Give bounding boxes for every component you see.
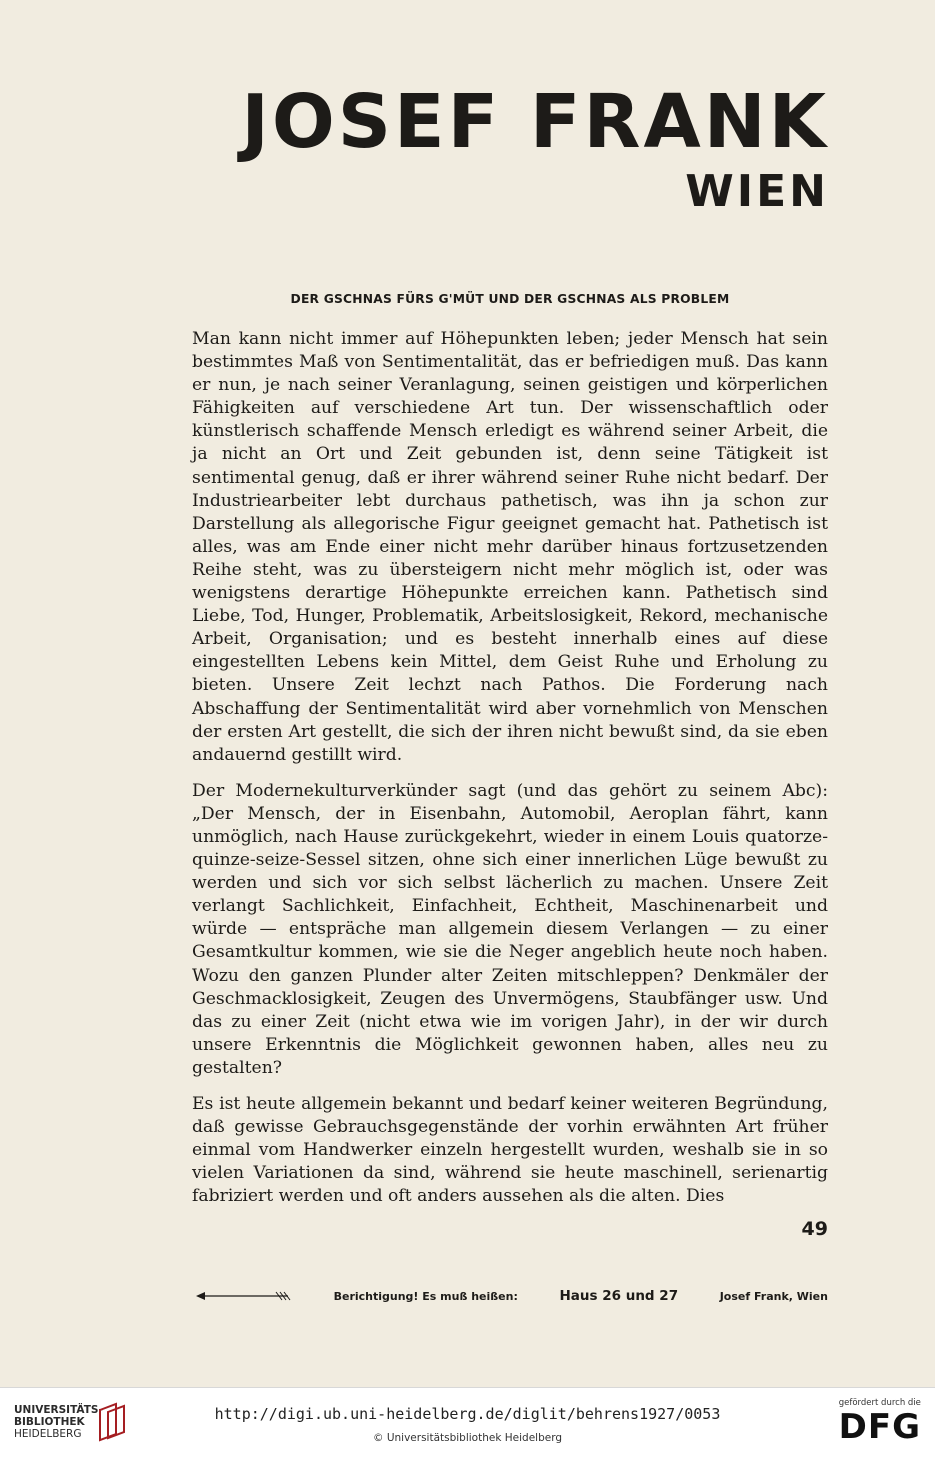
article-title: JOSEF FRANK — [241, 79, 829, 165]
author-city: WIEN — [685, 166, 829, 217]
viewer-footer — [0, 1387, 935, 1458]
library-name-line: BIBLIOTHEK — [14, 1416, 85, 1428]
paragraph: Der Modernekulturverkünder sagt (und das gehört zu seinem Abc): „Der Mensch, der in Eisenbahn, Automobil, Aeroplan fährt, kann unmöglich, nach Hause zurückgekehrt, wieder in einem Louis quatorze-quinze-seize-Sessel sitzen, ohne sich einer innerlichen Lüge bewußt zu werden und sich vor sich selbst lächerlich zu machen. Unsere Zeit verlangt Sachlichkeit, Einfachheit, Echtheit, Maschinenarbeit und würde — entspräche man allgemein diesem Verlangen — zu einer Gesamtkultur kommen, wie sie die Neger angeblich heute noch haben. Wozu den ganzen Plunder alter Zeiten mitschleppen? Denkmäler der Geschmacklosigkeit, Zeugen des Unvermögens, Staubfänger usw. Und das zu einer Zeit (nicht etwa wie im vorigen Jahr), in der wir durch unsere Erkenntnis die Möglichkeit gewonnen haben, alles neu zu gestalten? — [192, 780, 828, 1078]
paragraph: Man kann nicht immer auf Höhepunkten leben; jeder Mensch hat sein bestimmtes Maß von Sentimentalität, das er befriedigen muß. Das kann er nun, je nach seiner Veranlagung, seinen geistigen und körperlichen Fähigkeiten auf verschiedene Art tun. Der wissenschaftlich oder künstlerisch schaffende Mensch erledigt es während seiner Arbeit, die ja nicht an Ort und Zeit gebunden ist, denn seine Tätigkeit ist sentimental genug, daß er ihrer während seiner Ruhe nicht bedarf. Der Industriearbeiter lebt durchaus pathetisch, was ihn ja schon zur Darstellung als allegorische Figur geeignet gemacht hat. Pathetisch ist alles, was am Ende einer nicht mehr darüber hinaus fortzusetzenden Reihe steht, was zu übersteigern nicht mehr möglich ist, oder was wenigstens derartige Höhepunkte erreichen kann. Pathetisch sind Liebe, Tod, Hunger, Problematik, Arbeitslosigkeit, Rekord, mechanische Arbeit, Organisation; und es besteht innerhalb eines auf diese eingestellten Lebens kein Mittel, dem Geist Ruhe und Erholung zu bieten. Unsere Zeit lechzt nach Pathos. Die Forderung nach Abschaffung der Sentimentalität wird aber vornehmlich von Menschen der ersten Art gestellt, die sich der ihren nicht bewußt sind, da sie eben andauernd gestillt wird. — [192, 329, 828, 765]
library-name-line: HEIDELBERG — [14, 1428, 82, 1440]
page-number: 49 — [801, 1218, 828, 1240]
arrow-left-icon — [196, 1290, 292, 1302]
correction-author: Josef Frank, Wien — [719, 1289, 828, 1303]
library-name-line: UNIVERSITÄTS- — [14, 1404, 103, 1416]
funding-logo[interactable] — [839, 1398, 921, 1446]
copyright-notice: © Universitätsbibliothek Heidelberg — [372, 1432, 562, 1444]
section-heading: DER GSCHNAS FÜRS G'MÜT UND DER GSCHNAS ALS PROBLEM — [290, 292, 730, 306]
article-body — [192, 328, 828, 1221]
correction-note — [196, 1288, 828, 1304]
paragraph: Es ist heute allgemein bekannt und bedarf keiner weiteren Begründung, daß gewisse Gebrauchsgegenstände der vorhin erwähnten Art früher einmal vom Handwerker einzeln hergestellt wurden, weshalb sie in so vielen Variationen da sind, während sie heute maschinell, serienartig fabriziert werden und oft anders aussehen als die alten. Dies — [192, 1094, 828, 1207]
funder-name: DFG — [838, 1407, 921, 1447]
correction-label: Berichtigung! Es muß heißen: — [333, 1289, 518, 1303]
correction-houses: Haus 26 und 27 — [559, 1288, 679, 1304]
funding-note: gefördert durch die — [838, 1398, 921, 1408]
permalink-url[interactable]: http://digi.ub.uni-heidelberg.de/diglit/behrens1927/0053 — [214, 1405, 721, 1423]
